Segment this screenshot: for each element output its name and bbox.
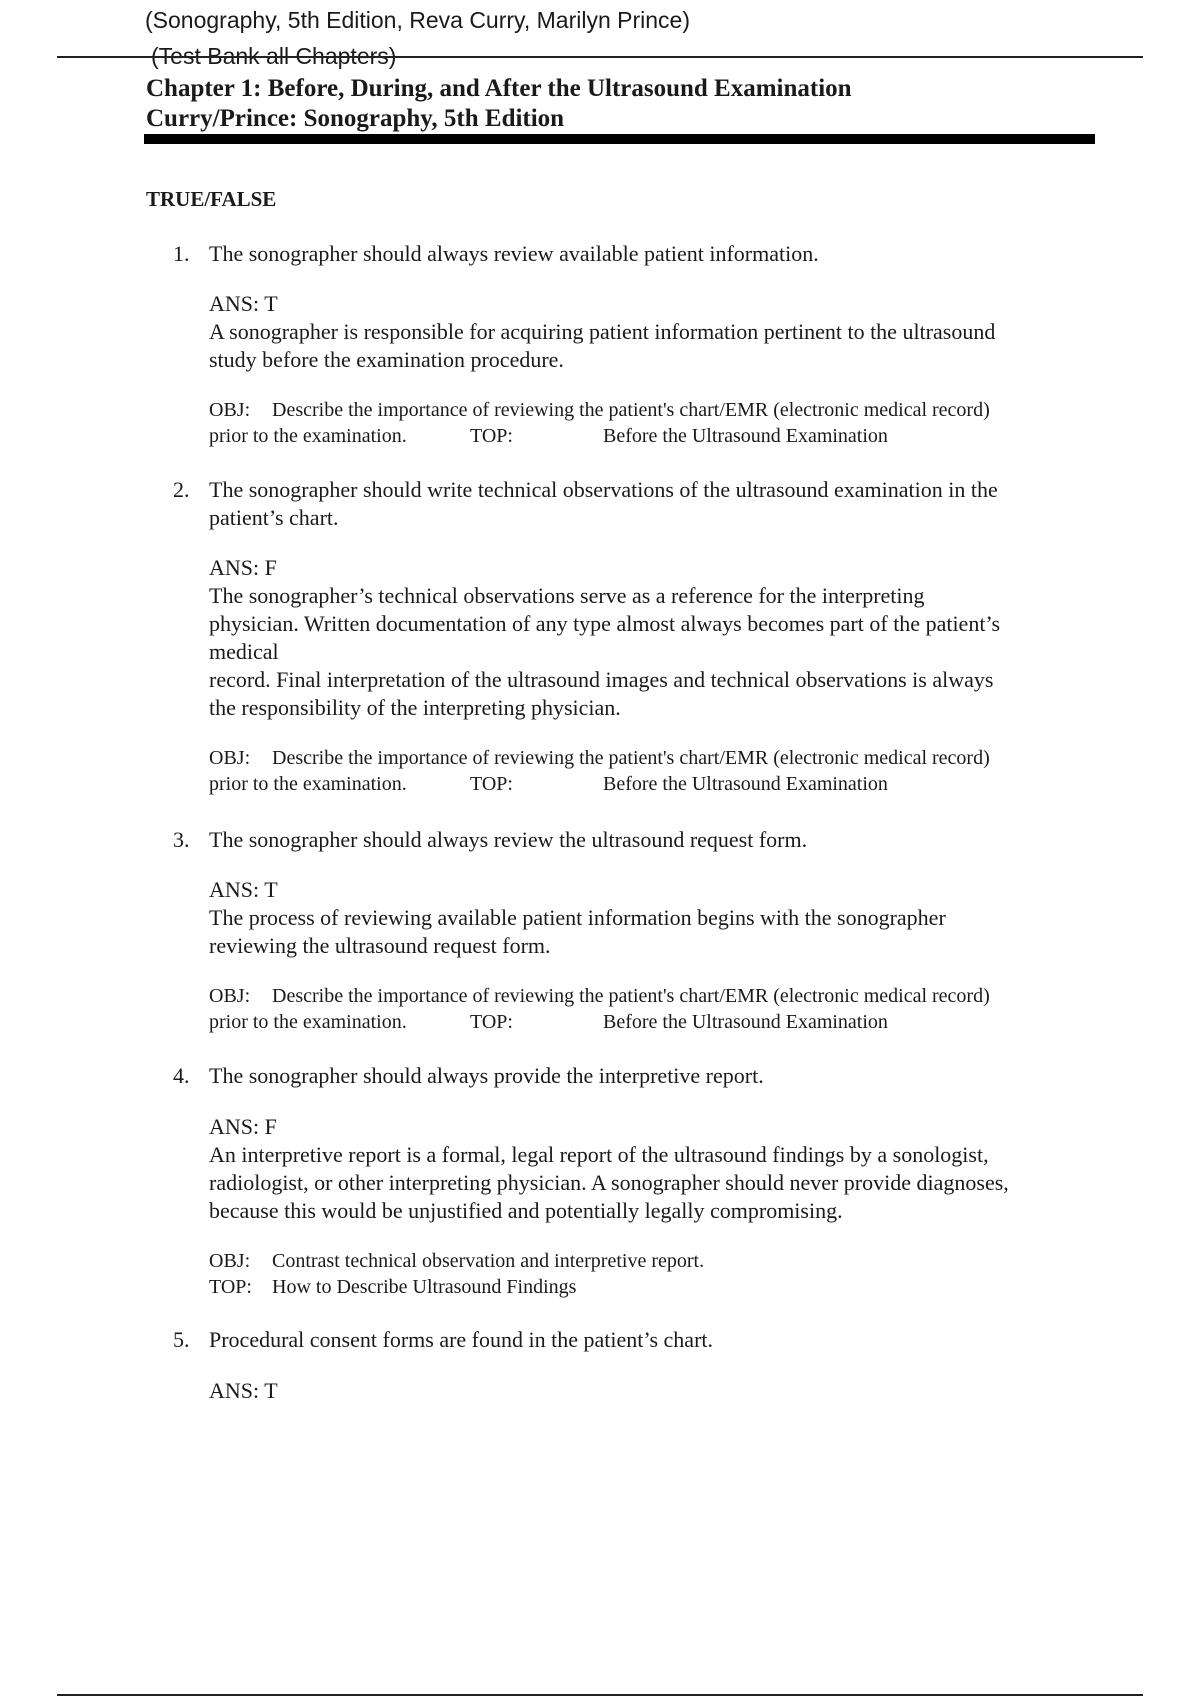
question-number: 5. — [173, 1327, 190, 1352]
obj-label: OBJ: — [209, 1250, 251, 1272]
obj-text: Describe the importance of reviewing the patient's chart/EMR (electronic medical record) — [272, 399, 990, 421]
answer-block — [209, 290, 1099, 374]
question-number: 2. — [173, 477, 190, 502]
top-label: TOP: — [470, 1011, 513, 1033]
rationale-line: A sonographer is responsible for acquiring patient information pertinent to the ultrasound — [209, 319, 996, 344]
rationale-line: radiologist, or other interpreting physician. A sonographer should never provide diagnoses, — [209, 1170, 1009, 1195]
question-number: 1. — [173, 241, 190, 266]
top-label: TOP: — [209, 1276, 252, 1298]
answer-block — [209, 876, 1099, 960]
rationale-line: physician. Written documentation of any type almost always becomes part of the patient’s — [209, 611, 1001, 636]
answer-key: ANS: F — [209, 555, 277, 580]
rationale-line: reviewing the ultrasound request form. — [209, 933, 551, 958]
question-text-line: patient’s chart. — [209, 505, 339, 530]
question-text — [209, 1062, 1089, 1090]
book-title: Curry/Prince: Sonography, 5th Edition — [146, 105, 565, 132]
obj-label: OBJ: — [209, 985, 251, 1007]
question-text — [209, 826, 1089, 854]
question-text — [209, 1326, 1089, 1354]
question-text-line: The sonographer should always review available patient information. — [209, 241, 819, 266]
source-line: (Sonography, 5th Edition, Reva Curry, Marilyn Prince) — [145, 7, 690, 33]
obj-text-continued: prior to the examination. — [209, 425, 407, 447]
rationale-line: because this would be unjustified and potentially legally compromising. — [209, 1198, 843, 1223]
rationale-line: medical — [209, 639, 279, 664]
question-text-line: Procedural consent forms are found in the patient’s chart. — [209, 1327, 714, 1352]
question-number: 4. — [173, 1063, 190, 1088]
meta-block — [209, 1248, 1109, 1300]
question-text — [209, 240, 1089, 268]
title-underline-bar — [144, 134, 1095, 144]
top-label: TOP: — [470, 773, 513, 795]
rationale-line: record. Final interpretation of the ultrasound images and technical observations is always — [209, 667, 994, 692]
answer-key: ANS: T — [209, 877, 278, 902]
rationale-line: The sonographer’s technical observations serve as a reference for the interpreting — [209, 583, 925, 608]
question-text-line: The sonographer should write technical observations of the ultrasound examination in the — [209, 477, 998, 502]
top-text: Before the Ultrasound Examination — [603, 773, 888, 795]
obj-label: OBJ: — [209, 747, 251, 769]
chapter-title: Chapter 1: Before, During, and After the Ultrasound Examination — [146, 75, 852, 102]
obj-label: OBJ: — [209, 399, 251, 421]
obj-text-continued: prior to the examination. — [209, 773, 407, 795]
top-label: TOP: — [470, 425, 513, 447]
subsource-line: (Test Bank all Chapters) — [151, 43, 397, 69]
rationale-line: An interpretive report is a formal, legal report of the ultrasound findings by a sonologist, — [209, 1142, 989, 1167]
meta-block — [209, 745, 1109, 797]
question-text-line: The sonographer should always provide the interpretive report. — [209, 1063, 764, 1088]
answer-key: ANS: T — [209, 1378, 278, 1403]
question-number: 3. — [173, 827, 190, 852]
obj-text: Describe the importance of reviewing the patient's chart/EMR (electronic medical record) — [272, 747, 990, 769]
rationale-line: study before the examination procedure. — [209, 347, 564, 372]
obj-text: Describe the importance of reviewing the patient's chart/EMR (electronic medical record) — [272, 985, 990, 1007]
bottom-divider — [57, 1694, 1143, 1696]
answer-block — [209, 1113, 1099, 1225]
question-text — [209, 476, 1089, 532]
question-text-line: The sonographer should always review the ultrasound request form. — [209, 827, 808, 852]
meta-block — [209, 983, 1109, 1035]
section-heading: TRUE/FALSE — [146, 187, 277, 211]
top-text: How to Describe Ultrasound Findings — [272, 1276, 577, 1298]
answer-block — [209, 554, 1099, 722]
answer-key: ANS: F — [209, 1114, 277, 1139]
rationale-line: the responsibility of the interpreting physician. — [209, 695, 621, 720]
meta-block — [209, 397, 1109, 449]
answer-block — [209, 1377, 1099, 1405]
top-text: Before the Ultrasound Examination — [603, 1011, 888, 1033]
obj-text: Contrast technical observation and interpretive report. — [272, 1250, 705, 1272]
top-text: Before the Ultrasound Examination — [603, 425, 888, 447]
rationale-line: The process of reviewing available patient information begins with the sonographer — [209, 905, 946, 930]
answer-key: ANS: T — [209, 291, 278, 316]
top-divider — [57, 56, 1143, 58]
obj-text-continued: prior to the examination. — [209, 1011, 407, 1033]
